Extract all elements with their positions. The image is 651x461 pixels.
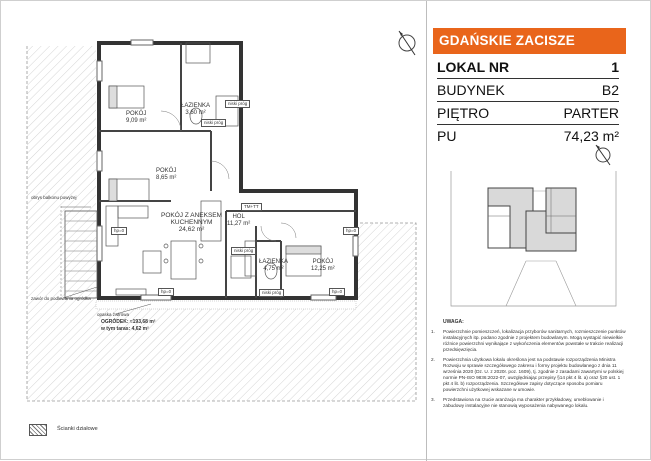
info-value-budynek: B2 [601, 82, 619, 98]
hp-tag-4: hp=0 [343, 227, 359, 235]
balcony-outline-note: obrys balkonu powyżej [31, 195, 77, 200]
note-number: 2. [431, 357, 435, 362]
partition-walls-label: Ścianki działowe [57, 426, 98, 432]
room-salon-name-1: POKÓJ Z ANEKSEM [161, 212, 223, 219]
room-lazienka-2-name: ŁAZIENKA [259, 259, 289, 265]
room-lazienka-1-area: 3,60 m² [185, 110, 206, 116]
gravel-note: opaska żwirowa [97, 312, 130, 317]
room-salon-name-2: KUCHENNYM [170, 219, 213, 226]
note-number: 3. [431, 397, 435, 402]
room-lazienka-1 [181, 103, 210, 117]
room-lazienka-2 [259, 259, 288, 273]
note-item [431, 357, 626, 393]
threshold-tag-4: niski próg [225, 100, 250, 108]
room-pokoj-3-name: POKÓJ [312, 259, 334, 265]
note-item [431, 397, 626, 409]
tm-tag: TM+TT [241, 203, 262, 211]
info-row-budynek [437, 79, 619, 102]
key-plan-unit-highlight [488, 206, 510, 248]
valve-note: zawór do podlewania ogródka [31, 296, 91, 301]
note-text: Powierzchnie pomieszczeń, lokalizacja przyborów sanitarnych, rozmieszczenie punktów instalacyjnych itp. podano zgodnie z projektem budowlanym. Mogą wystąpić niewielkie różnice powierzchni wynikające z wykończenia elementów powstałe w trakcie realizacji przedsięwzięcia. [443, 329, 626, 352]
room-pokoj-3 [311, 259, 335, 273]
site-key-plan [446, 166, 621, 311]
room-lazienka-1-name: ŁAZIENKA [181, 103, 211, 109]
gravel-strip [96, 301, 356, 309]
hp-tag-2: hp=0 [329, 288, 345, 296]
room-pokoj-1 [126, 111, 146, 125]
info-key-pu: PU [437, 128, 457, 144]
hp-tag-3: hp=0 [111, 227, 127, 235]
info-value-pu: 74,23 m² [563, 128, 619, 144]
notes-section [431, 319, 626, 413]
room-hol [227, 214, 250, 228]
note-item [431, 329, 626, 353]
threshold-tag-3: niski próg [259, 289, 284, 297]
room-hol-name: HOL [232, 214, 245, 220]
notes-title: UWAGA: [443, 319, 464, 325]
partition-walls-swatch [29, 424, 47, 436]
note-number: 1. [431, 329, 435, 334]
room-salon-area: 24,62 m² [178, 226, 205, 233]
info-row-lokal [437, 56, 619, 79]
threshold-tag: niski próg [201, 119, 226, 127]
garden-area-line-1: OGRÓDEK: ≈193,68 m² [101, 319, 156, 325]
furniture [106, 43, 321, 295]
hp-tag: hp=0 [158, 288, 174, 296]
room-pokoj-1-area: 9,09 m² [126, 118, 147, 124]
room-pokoj-2-area: 8,65 m² [156, 175, 177, 181]
info-key-lokal: LOKAL NR [437, 59, 510, 75]
info-key-budynek: BUDYNEK [437, 82, 505, 98]
info-value-pietro: PARTER [563, 105, 619, 121]
room-pokoj-1-name: POKÓJ [126, 111, 147, 117]
room-salon [161, 212, 222, 233]
brand-header: GDAŃSKIE ZACISZE [433, 28, 626, 54]
garden-area-note [101, 319, 155, 333]
info-key-pietro: PIĘTRO [437, 105, 490, 121]
info-row-pietro [437, 102, 619, 125]
room-pokoj-2 [156, 168, 176, 182]
garden-area-right [356, 223, 416, 301]
room-pokoj-3-area: 12,25 m² [311, 266, 335, 272]
room-lazienka-2-area: 4,75 m² [263, 266, 284, 272]
compass-small-icon [591, 143, 615, 167]
room-hol-area: 11,27 m² [227, 221, 251, 227]
threshold-tag-2: niski próg [231, 247, 256, 255]
compass-icon [393, 29, 421, 57]
note-text: Przedstawiona na rzucie aranżacja ma charakter przykładowy, umeblowanie i zabudowy instalacyjne nie stanowią wyposażenia nabywanego lokalu. [443, 397, 604, 408]
info-value-lokal: 1 [611, 59, 619, 75]
note-text: Powierzchnia użytkowa lokalu określona jest na podstawie rozporządzenia Ministra Rozwoju w sprawie szczegółowego zakresu i formy projektu budowlanego z dnia 11 września 2020 (Dz. U. z 2020r. poz. 1609), tj. zgodnie z zasadami zawartymi w polskiej normie PN-ISO 9836:2022-07, uwzględniając przepisy §14 pkt 4 lit. a) oraz §20 ust. 1 pkt 4 lit. b) rozporządzenia. Szczegółowe zapisy dotyczące sposobu pomiaru powierzchni użytkowej wskazane w umowie. [443, 357, 624, 392]
garden-area-line-2: w tym taras: 4,62 m² [101, 326, 149, 332]
room-pokoj-2-name: POKÓJ [156, 168, 177, 174]
column-divider [426, 1, 427, 461]
